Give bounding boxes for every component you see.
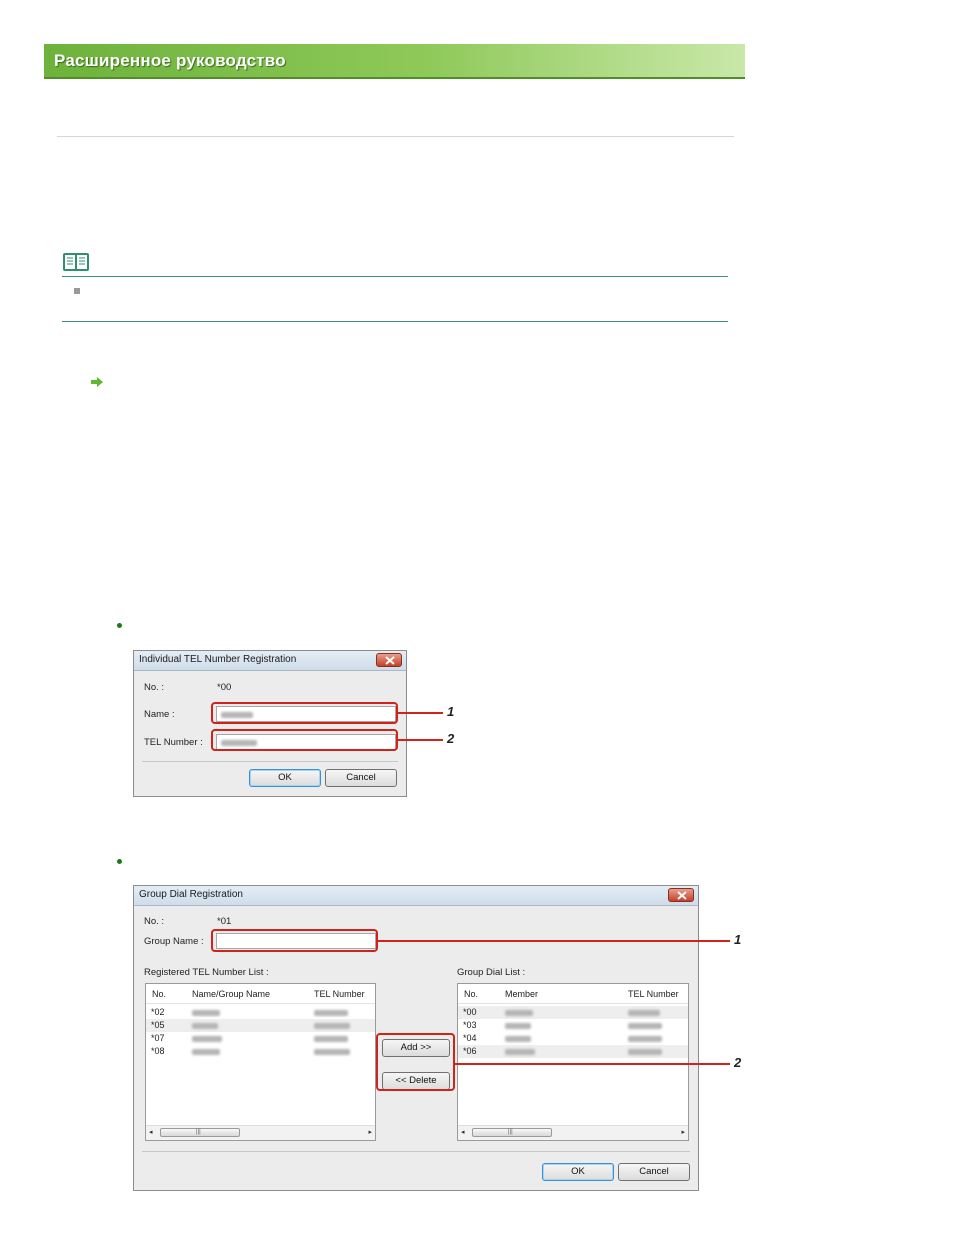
callout-line-2 [398,739,443,741]
highlight-group-name-field [211,929,378,952]
no-label: No. : [144,682,165,693]
dialog-title: Individual TEL Number Registration [139,654,297,665]
table-row[interactable]: *03 [458,1019,688,1032]
horizontal-scrollbar[interactable] [146,1125,375,1140]
callout-number-1: 1 [447,704,455,719]
arrow-right-icon[interactable] [90,376,104,388]
dialog-titlebar [134,651,406,671]
column-header[interactable]: No. [464,989,479,999]
highlight-name-field [211,702,398,724]
no-value: *00 [217,682,232,693]
list-bullet [117,859,122,864]
table-row[interactable]: *07 [146,1032,375,1045]
scroll-right-icon[interactable]: ▸ [681,1129,685,1136]
cancel-button[interactable]: Cancel [618,1163,690,1181]
ok-button[interactable]: OK [542,1163,614,1181]
callout-number-2: 2 [734,1055,742,1070]
add-button[interactable]: Add >> [382,1039,450,1057]
table-row[interactable]: *02 [146,1006,375,1019]
ok-button[interactable]: OK [249,769,321,787]
table-row[interactable]: *08 [146,1045,375,1058]
callout-line-1 [398,712,443,714]
tel-number-label: TEL Number : [144,737,203,748]
close-button[interactable] [668,888,694,902]
dialog-separator [142,1151,690,1152]
table-row[interactable]: *04 [458,1032,688,1045]
note-divider-top [62,276,728,277]
group-dial-list[interactable] [457,983,689,1141]
callout-number-1: 1 [734,932,742,947]
column-header[interactable]: Name/Group Name [192,989,271,999]
cancel-button[interactable]: Cancel [325,769,397,787]
column-header[interactable]: TEL Number [314,989,365,999]
no-value: *01 [217,916,232,927]
list-header [146,984,375,1004]
table-row[interactable]: *05 [146,1019,375,1032]
group-list-label: Group Dial List : [457,967,526,978]
scroll-right-icon[interactable]: ▸ [368,1129,372,1136]
column-header[interactable]: Member [505,989,539,999]
close-icon [385,656,395,665]
name-label: Name : [144,709,175,720]
highlight-add-delete [376,1033,455,1091]
page-title: Расширенное руководство [54,51,286,70]
dialog-title: Group Dial Registration [139,889,243,900]
close-icon [677,891,687,900]
table-row[interactable]: *06 [458,1045,688,1058]
book-icon [62,252,90,272]
no-label: No. : [144,916,165,927]
scroll-left-icon[interactable]: ◂ [461,1129,465,1136]
grip-icon: ||| [196,1129,201,1135]
callout-line-2 [455,1063,730,1065]
scroll-left-icon[interactable]: ◂ [149,1129,153,1136]
list-header [458,984,688,1004]
table-row[interactable]: *00 [458,1006,688,1019]
close-button[interactable] [376,653,402,667]
column-header[interactable]: No. [152,989,167,999]
group-name-label: Group Name : [144,936,204,947]
dialog-separator [142,761,398,762]
list-bullet [117,623,122,628]
top-divider [57,136,734,137]
callout-number-2: 2 [447,731,455,746]
grip-icon: ||| [508,1129,513,1135]
callout-line-1 [378,940,730,942]
dialog-titlebar [134,886,698,906]
header-banner [44,44,745,79]
registered-list-label: Registered TEL Number List : [144,967,269,978]
registered-tel-list[interactable] [145,983,376,1141]
note-divider-bottom [62,321,728,322]
horizontal-scrollbar[interactable] [458,1125,688,1140]
delete-button[interactable]: << Delete [382,1072,450,1090]
note-bullet [74,288,80,294]
column-header[interactable]: TEL Number [628,989,679,999]
highlight-tel-field [211,729,398,751]
